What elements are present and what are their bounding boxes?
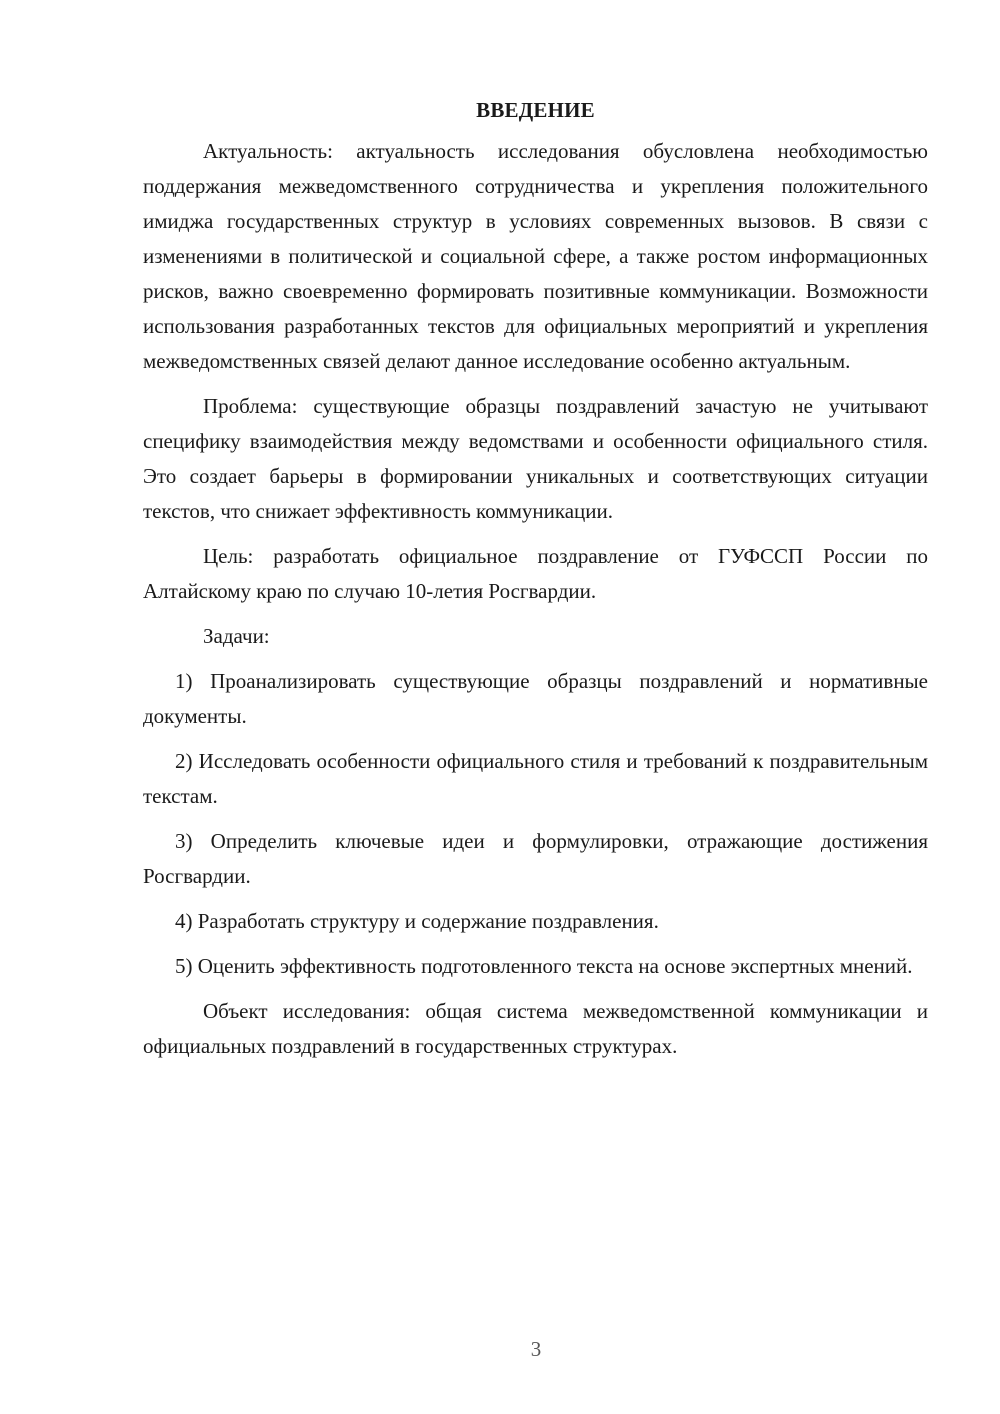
problem-paragraph: Проблема: существующие образцы поздравлений зачастую не учитывают специфику взаимодействия между ведомствами и особенности официального стиля. Это создает барьеры в формировании уникальных и соответствующих ситуации текстов, что снижает эффективность коммуникации. [143,394,928,523]
goal-paragraph: Цель: разработать официальное поздравление от ГУФССП России по Алтайскому краю по случаю 10-летия Росгвардии. [143,544,928,603]
relevance-paragraph: Актуальность: актуальность исследования обусловлена необходимостью поддержания межведомственного сотрудничества и укрепления положительного имиджа государственных структур в условиях современных вызовов. В связи с изменениями в политической и социальной сфере, а также ростом информационных рисков, важно своевременно формировать позитивные коммуникации. Возможности использования разработанных текстов для официальных мероприятий и укрепления межведомственных связей делают данное исследование особенно актуальным. [143,139,928,373]
task-item-2: 2) Исследовать особенности официального стиля и требований к поздравительным текстам. [143,749,928,808]
task-item-1: 1) Проанализировать существующие образцы поздравлений и нормативные документы. [143,669,928,728]
tasks-heading: Задачи: [203,624,270,648]
page-number: 3 [530,1337,542,1361]
task-item-4: 4) Разработать структуру и содержание поздравления. [175,909,659,933]
page-content [143,92,928,1074]
section-title: ВВЕДЕНИЕ [476,98,595,122]
task-item-5: 5) Оценить эффективность подготовленного текста на основе экспертных мнений. [175,954,913,978]
task-item-3: 3) Определить ключевые идеи и формулировки, отражающие достижения Росгвардии. [143,829,928,888]
object-paragraph: Объект исследования: общая система межведомственной коммуникации и официальных поздравлений в государственных структурах. [143,999,928,1058]
